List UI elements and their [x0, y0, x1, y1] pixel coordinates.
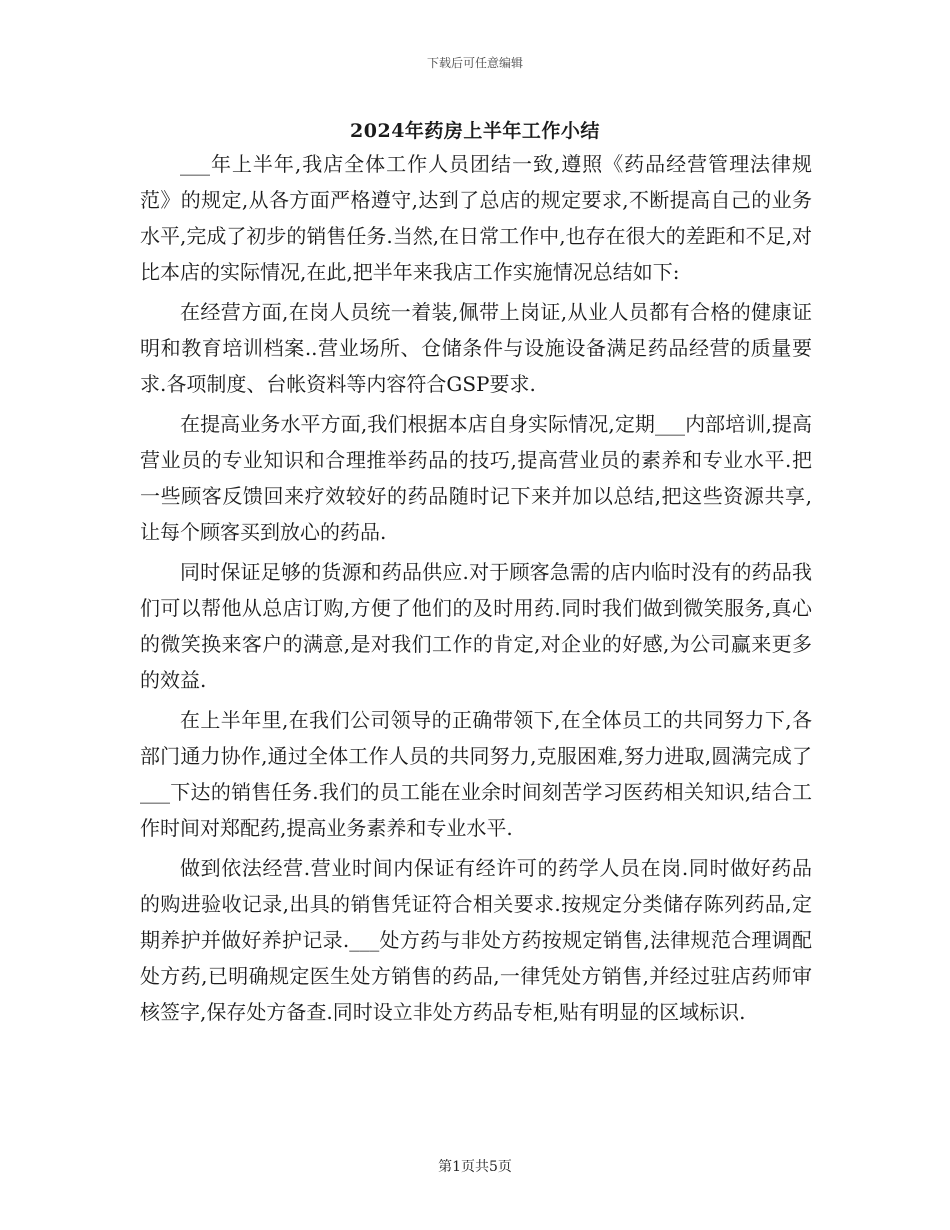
paragraph-achievements: 在上半年里,在我们公司领导的正确带领下,在全体员工的共同努力下,各部门通力协作,通过全体工作人员的共同努力,克服困难,努力进取,圆满完成了___下达的销售任务.我们的员工能在业余时间刻苦学习医药相关知识,结合工作时间对郑配药,提高业务素养和专业水平.	[140, 708, 812, 840]
paragraph-intro: ___年上半年,我店全体工作人员团结一致,遵照《药品经营管理法律规范》的规定,从各方面严格遵守,达到了总店的规定要求,不断提高自己的业务水平,完成了初步的销售任务.当然,在日常工作中,也存在很大的差距和不足,对比本店的实际情况,在此,把半年来我店工作实施情况总结如下:	[140, 152, 812, 284]
paragraph-operations: 在经营方面,在岗人员统一着装,佩带上岗证,从业人员都有合格的健康证明和教育培训档案..营业场所、仓储条件与设施设备满足药品经营的质量要求.各项制度、台帐资料等内容符合GSP要求.	[140, 300, 812, 396]
document-body	[140, 146, 812, 1034]
header-note: 下载后可任意编辑	[426, 56, 523, 70]
paragraph-training: 在提高业务水平方面,我们根据本店自身实际情况,定期___内部培训,提高营业员的专业知识和合理推举药品的技巧,提高营业员的素养和专业水平.把一些顾客反馈回来疗效较好的药品随时记下来并加以总结,把这些资源共享,让每个顾客买到放心的药品.	[140, 412, 812, 544]
page-indicator: 第1页共5页	[438, 1159, 512, 1175]
paragraph-supply: 同时保证足够的货源和药品供应.对于顾客急需的店内临时没有的药品我们可以帮他从总店订购,方便了他们的及时用药.同时我们做到微笑服务,真心的微笑换来客户的满意,是对我们工作的肯定,对企业的好感,为公司赢来更多的效益.	[140, 560, 812, 692]
paragraph-compliance: 做到依法经营.营业时间内保证有经许可的药学人员在岗.同时做好药品的购进验收记录,出具的销售凭证符合相关要求.按规定分类储存陈列药品,定期养护并做好养护记录.___处方药与非处方药按规定销售,法律规范合理调配处方药,已明确规定医生处方销售的药品,一律凭处方销售,并经过驻店药师审核签字,保存处方备查.同时设立非处方药品专柜,贴有明显的区域标识.	[140, 856, 812, 1024]
document-title: 2024年药房上半年工作小结	[350, 120, 600, 142]
